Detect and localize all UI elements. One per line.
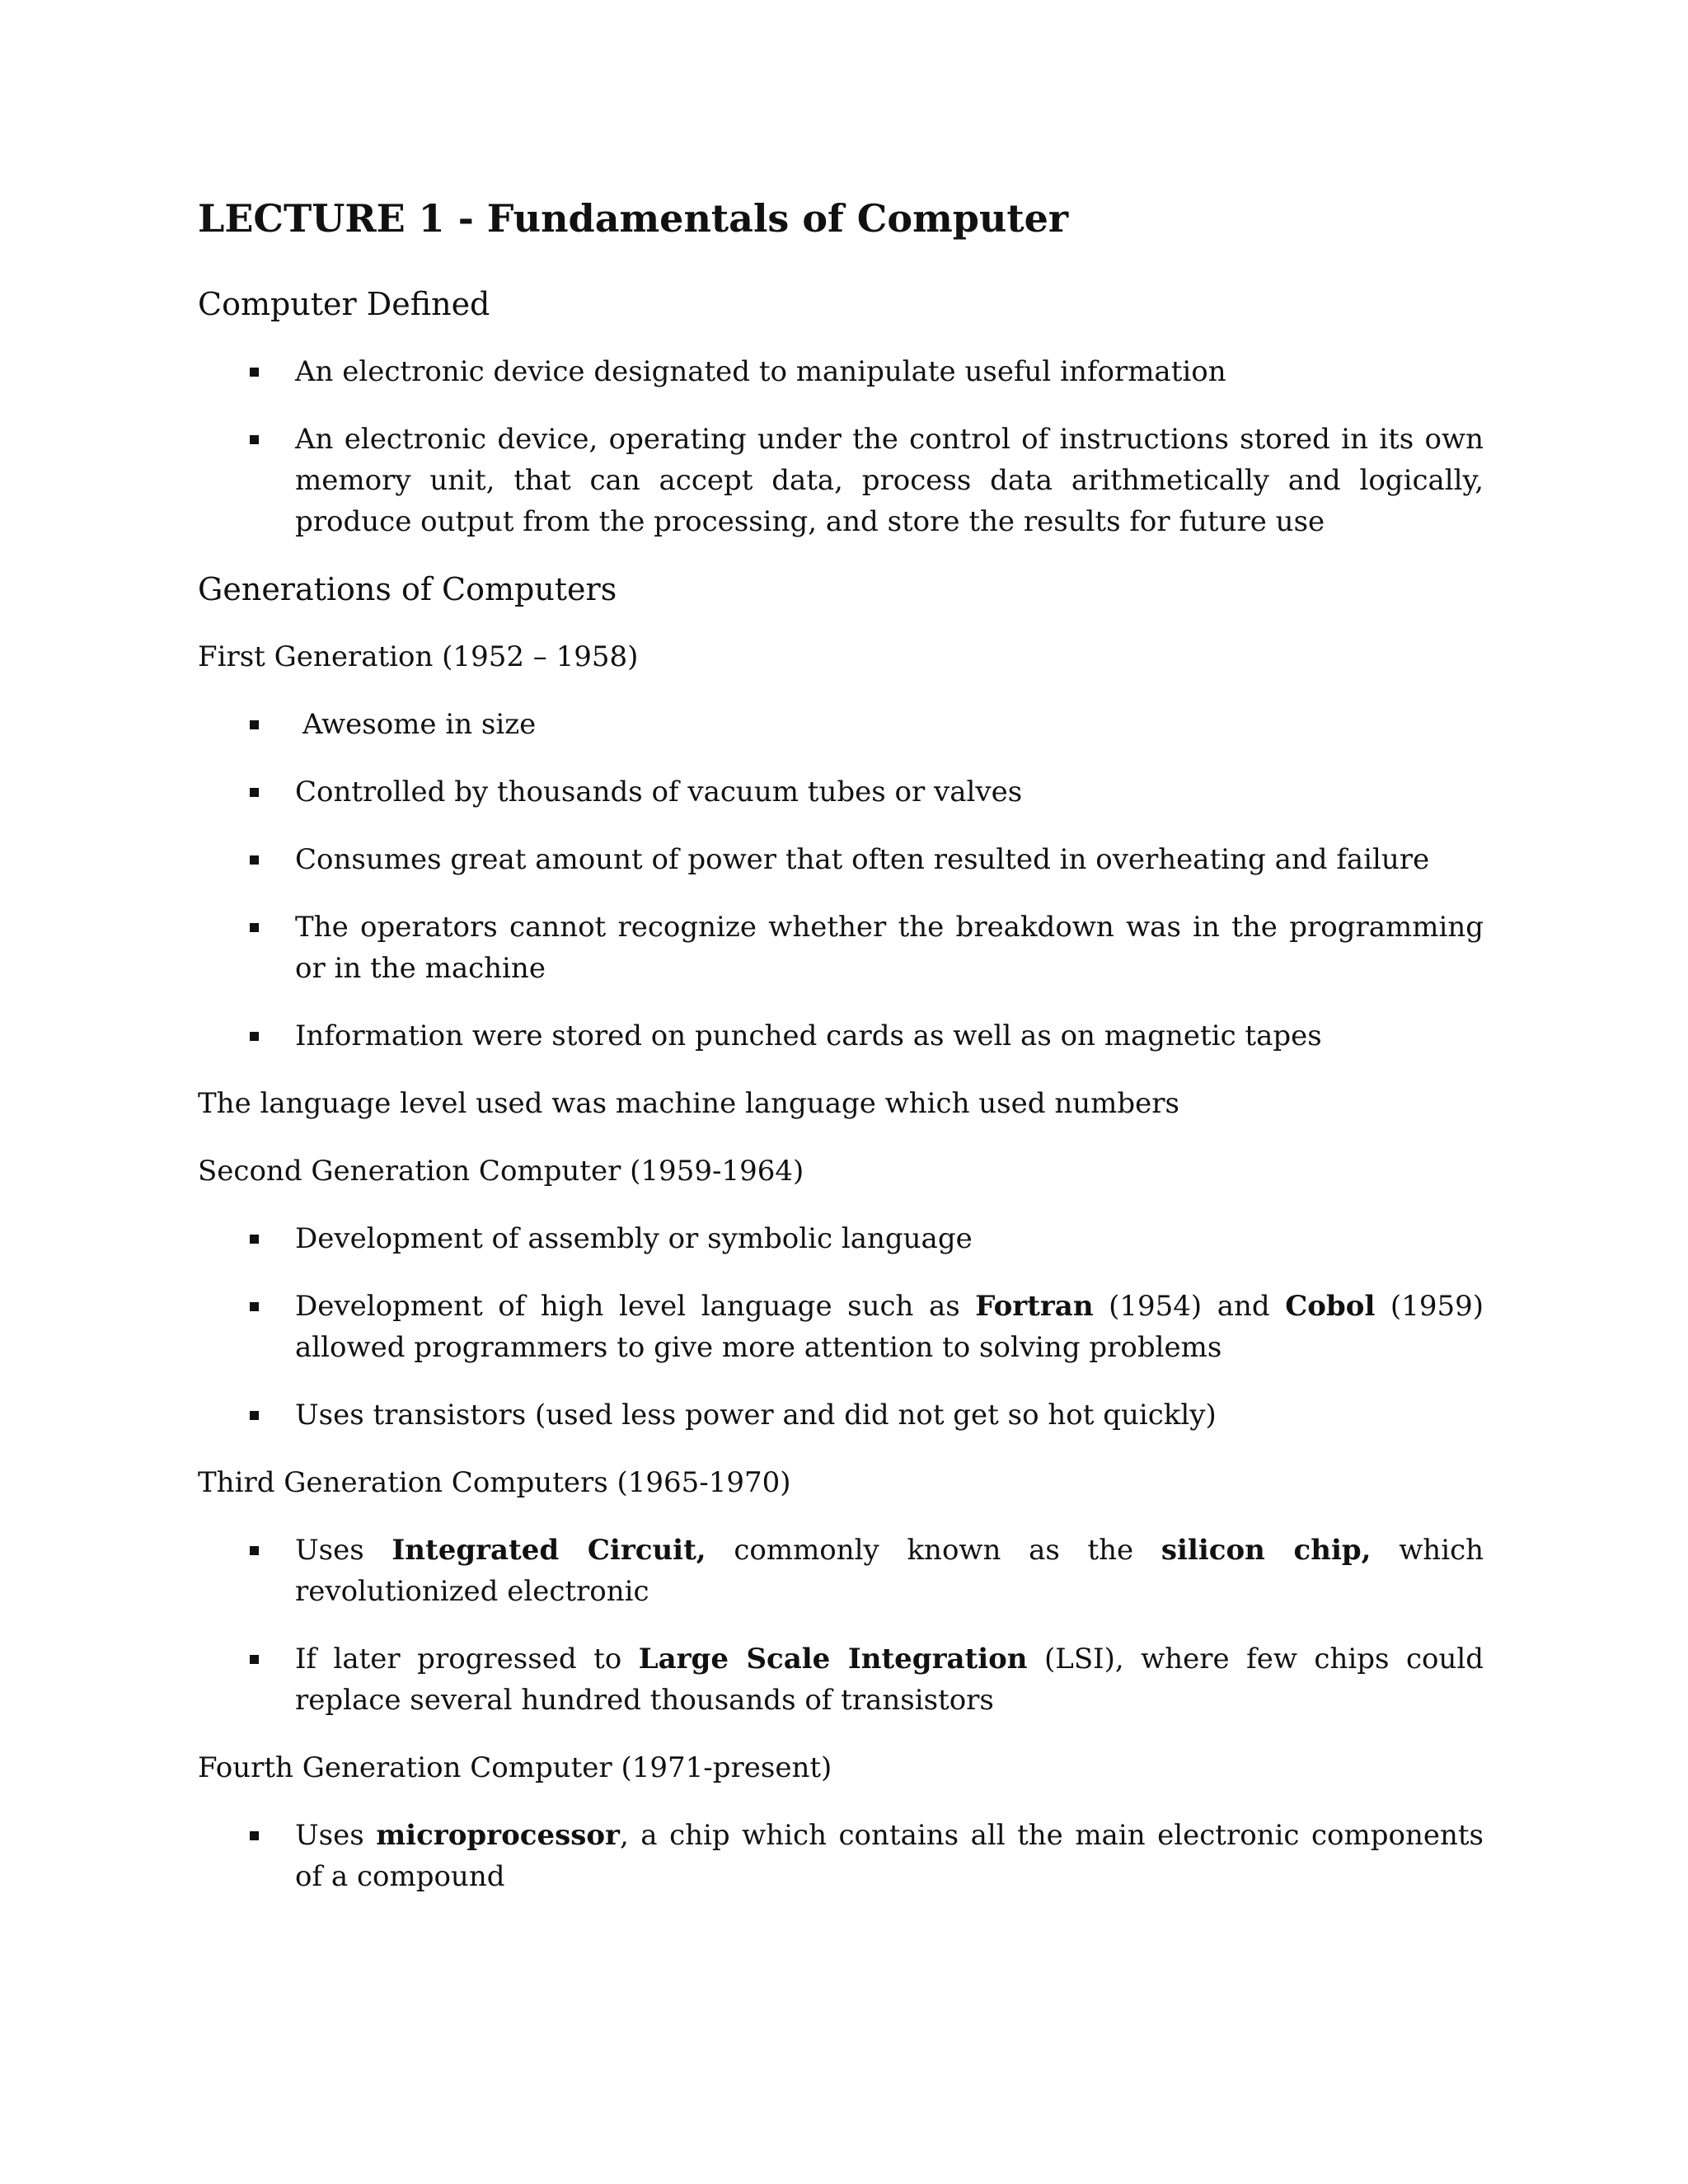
square-bullet-icon (250, 1546, 259, 1555)
emphasis-microprocessor: microprocessor (376, 1819, 620, 1852)
square-bullet-icon (250, 855, 259, 865)
square-bullet-icon (250, 1302, 259, 1311)
list-item: An electronic device designated to manipulate useful information (198, 351, 1484, 392)
square-bullet-icon (250, 368, 259, 377)
third-generation-list (198, 1530, 1484, 1721)
list-item: If later progressed to Large Scale Integration (LSI), where few chips could replace several hundred thousands of transistors (198, 1638, 1484, 1721)
list-item: Awesome in size (198, 704, 1484, 745)
list-item: Uses transistors (used less power and did not get so hot quickly) (198, 1394, 1484, 1436)
list-item: Development of assembly or symbolic language (198, 1218, 1484, 1259)
subheading-fourth-generation: Fourth Generation Computer (1971-present) (198, 1751, 832, 1784)
square-bullet-icon (250, 720, 259, 729)
square-bullet-icon (250, 1655, 259, 1664)
list-item: Information were stored on punched cards as well as on magnetic tapes (198, 1015, 1484, 1057)
square-bullet-icon (250, 788, 259, 797)
list-item: Consumes great amount of power that often resulted in overheating and failure (198, 839, 1484, 880)
section-heading-computer-defined: Computer Defined (198, 286, 490, 322)
square-bullet-icon (250, 1411, 259, 1420)
list-item: Uses Integrated Circuit, commonly known as the silicon chip, which revolutionized electronic (198, 1530, 1484, 1612)
list-item: Uses microprocessor, a chip which contains all the main electronic components of a compound (198, 1815, 1484, 1897)
list-item: The operators cannot recognize whether the breakdown was in the programming or in the machine (198, 907, 1484, 989)
emphasis-fortran: Fortran (975, 1290, 1094, 1323)
emphasis-lsi: Large Scale Integration (638, 1643, 1028, 1675)
section-heading-generations: Generations of Computers (198, 571, 617, 607)
page-title: LECTURE 1 - Fundamentals of Computer (198, 196, 1069, 241)
computer-defined-list (198, 351, 1484, 542)
subheading-second-generation: Second Generation Computer (1959-1964) (198, 1155, 804, 1188)
document-page (198, 194, 1484, 1924)
square-bullet-icon (250, 1032, 259, 1041)
square-bullet-icon (250, 923, 259, 932)
first-generation-note: The language level used was machine language which used numbers (198, 1087, 1179, 1120)
square-bullet-icon (250, 1235, 259, 1244)
square-bullet-icon (250, 435, 259, 444)
fourth-generation-list (198, 1815, 1484, 1897)
list-item: Development of high level language such as Fortran (1954) and Cobol (1959) allowed programmers to give more attention to solving problems (198, 1286, 1484, 1368)
second-generation-list (198, 1218, 1484, 1436)
square-bullet-icon (250, 1831, 259, 1840)
first-generation-list (198, 704, 1484, 1057)
emphasis-silicon-chip: silicon chip, (1160, 1534, 1372, 1567)
list-item: An electronic device, operating under the control of instructions stored in its own memory unit, that can accept data, process data arithmetically and logically, produce output from the processing, and store the results for future use (198, 419, 1484, 542)
emphasis-cobol: Cobol (1285, 1290, 1376, 1323)
emphasis-integrated-circuit: Integrated Circuit, (392, 1534, 706, 1567)
subheading-third-generation: Third Generation Computers (1965-1970) (198, 1466, 791, 1499)
list-item: Controlled by thousands of vacuum tubes or valves (198, 771, 1484, 813)
subheading-first-generation: First Generation (1952 – 1958) (198, 640, 639, 673)
